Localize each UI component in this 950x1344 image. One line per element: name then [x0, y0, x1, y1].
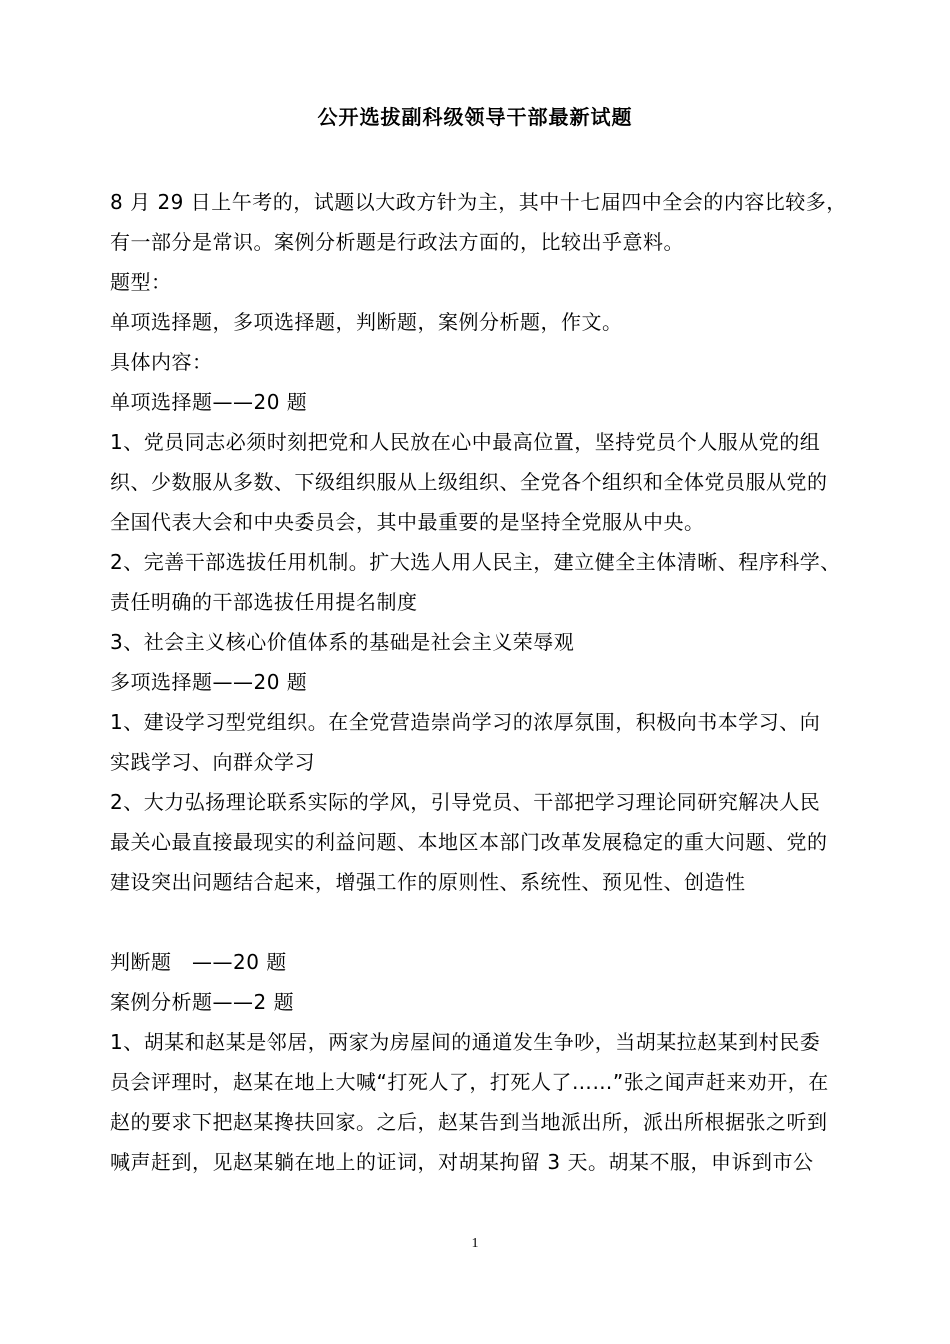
- body-line: 1、党员同志必须时刻把党和人民放在心中最高位置，坚持党员个人服从党的组: [110, 430, 821, 454]
- body-line: 全国代表大会和中央委员会，其中最重要的是坚持全党服从中央。: [110, 510, 705, 534]
- body-line: 最关心最直接最现实的利益问题、本地区本部门改革发展稳定的重大问题、党的: [110, 830, 828, 854]
- section-heading: 判断题 ——20 题: [110, 950, 287, 974]
- body-line: 1、胡某和赵某是邻居，两家为房屋间的通道发生争吵，当胡某拉赵某到村民委: [110, 1030, 821, 1054]
- section-heading: 单项选择题——20 题: [110, 390, 308, 414]
- body-line: 3、社会主义核心价值体系的基础是社会主义荣辱观: [110, 630, 575, 654]
- section-heading: 多项选择题——20 题: [110, 670, 308, 694]
- blank-line: [110, 902, 890, 942]
- body-line: 喊声赶到，见赵某躺在地上的证词，对胡某拘留 3 天。胡某不服，申诉到市公: [110, 1150, 814, 1174]
- body-line: 赵的要求下把赵某搀扶回家。之后，赵某告到当地派出所，派出所根据张之听到: [110, 1110, 828, 1134]
- body-line: 单项选择题，多项选择题，判断题，案例分析题，作文。: [110, 310, 623, 334]
- section-heading: 具体内容：: [110, 350, 213, 374]
- body-line: 建设突出问题结合起来，增强工作的原则性、系统性、预见性、创造性: [110, 870, 746, 894]
- body-line: 实践学习、向群众学习: [110, 750, 315, 774]
- body-line: 有一部分是常识。案例分析题是行政法方面的，比较出乎意料。: [110, 230, 684, 254]
- body-line: 1、建设学习型党组织。在全党营造崇尚学习的浓厚氛围，积极向书本学习、向: [110, 710, 821, 734]
- document-body: [110, 182, 890, 1182]
- section-heading: 题型：: [110, 270, 172, 294]
- section-heading: 案例分析题——2 题: [110, 990, 295, 1014]
- body-line: 员会评理时，赵某在地上大喊“打死人了，打死人了……”张之闻声赶来劝开，在: [110, 1070, 829, 1094]
- page-number: 1: [471, 1236, 479, 1251]
- body-line: 8 月 29 日上午考的，试题以大政方针为主，其中十七届四中全会的内容比较多，: [110, 190, 847, 214]
- document-title: 公开选拔副科级领导干部最新试题: [317, 105, 633, 129]
- body-line: 织、少数服从多数、下级组织服从上级组织、全党各个组织和全体党员服从党的: [110, 470, 828, 494]
- body-line: 2、完善干部选拔任用机制。扩大选人用人民主，建立健全主体清晰、程序科学、: [110, 550, 841, 574]
- body-line: 2、大力弘扬理论联系实际的学风，引导党员、干部把学习理论同研究解决人民: [110, 790, 821, 814]
- body-line: 责任明确的干部选拔任用提名制度: [110, 590, 418, 614]
